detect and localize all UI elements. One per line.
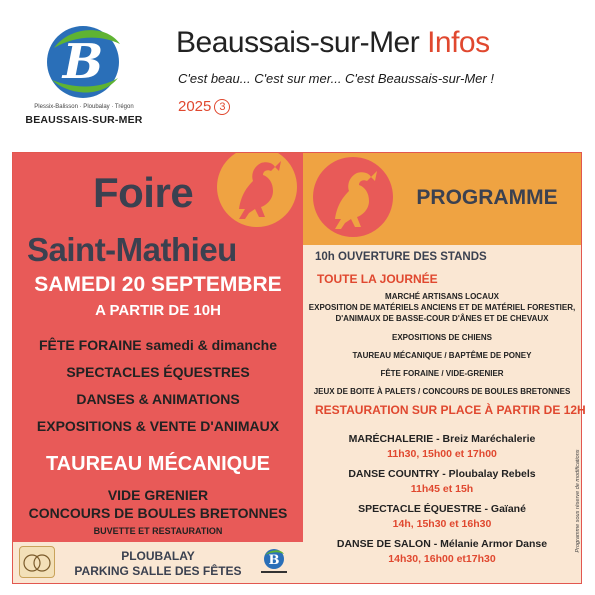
show-name: DANSE DE SALON - Mélanie Armor Danse (336, 538, 548, 550)
activity-item: DANSES & ANIMATIONS (76, 391, 240, 407)
programme-body (303, 245, 586, 583)
tagline: C'est beau... C'est sur mer... C'est Beaussais-sur-Mer ! (178, 71, 494, 86)
rearing-horse-icon (217, 153, 297, 227)
svg-text:B: B (62, 34, 104, 90)
all-day-item: EXPOSITION DE MATÉRIELS ANCIENS ET DE MATÉRIEL FORESTIER, (308, 303, 576, 312)
logo-communes: Plessix-Balisson · Ploubalay · Trégon (34, 104, 134, 110)
programme-header (303, 153, 581, 245)
poster-date: SAMEDI 20 SEPTEMBRE (34, 273, 282, 296)
small-beaussais-logo-icon (259, 546, 289, 576)
issue-year: 2025 (178, 98, 212, 115)
all-day-item: TAUREAU MÉCANIQUE / BAPTÊME DE PONEY (352, 351, 532, 360)
show-times: 11h30, 15h00 et 17h00 (387, 448, 497, 460)
magazine-title (176, 26, 490, 60)
municipal-logo (14, 18, 154, 133)
magazine-title-accent: Infos (427, 26, 490, 59)
poster-footer (13, 542, 303, 582)
beaussais-logo-icon (40, 18, 126, 102)
show-times: 11h45 et 15h (410, 483, 474, 495)
issue-label (178, 98, 230, 115)
poster-start-time: A PARTIR DE 10H (95, 302, 221, 319)
horse-emblem-left (217, 153, 297, 227)
magazine-title-main: Beaussais-sur-Mer (176, 26, 420, 59)
buvette-label: BUVETTE ET RESTAURATION (93, 526, 223, 536)
extra-item: VIDE GRENIER (107, 487, 209, 503)
footer-place: PARKING SALLE DES FÊTES (74, 564, 242, 578)
programme-title: PROGRAMME (416, 186, 558, 209)
activity-item: EXPOSITIONS & VENTE D'ANIMAUX (36, 418, 280, 434)
poster-title-line1: Foire (93, 169, 194, 216)
show-name: SPECTACLE ÉQUESTRE - Gaïané (358, 503, 526, 515)
show-times: 14h, 15h30 et 16h30 (392, 518, 492, 530)
rearing-horse-icon (313, 157, 393, 237)
all-day-item: MARCHÉ ARTISANS LOCAUX (385, 292, 499, 301)
poster-highlight: TAUREAU MÉCANIQUE (45, 453, 271, 475)
show-times: 14h30, 16h00 et17h30 (388, 553, 496, 565)
all-day-item: D'ANIMAUX DE BASSE-COUR D'ÂNES ET DE CHEVAUX (335, 314, 549, 323)
activity-item: SPECTACLES ÉQUESTRES (66, 364, 250, 380)
show-name: MARÉCHALERIE - Breiz Maréchalerie (348, 433, 536, 445)
disclaimer-text: Programme sous réserve de modifications (575, 449, 581, 553)
activity-item: FÊTE FORAINE samedi & dimanche (38, 337, 278, 353)
event-poster (12, 152, 586, 584)
logo-name: BEAUSSAIS-SUR-MER (25, 114, 143, 126)
svg-text:B: B (268, 553, 280, 568)
all-day-item: EXPOSITIONS DE CHIENS (391, 333, 493, 342)
all-day-item: JEUX DE BOITE À PALETS / CONCOURS DE BOULES BRETONNES (313, 387, 571, 396)
issue-number: 3 (214, 99, 230, 115)
poster-title-line2: Saint-Mathieu (27, 231, 237, 268)
show-name: DANSE COUNTRY - Ploubalay Rebels (348, 468, 536, 480)
all-day-title: TOUTE LA JOURNÉE (317, 272, 438, 286)
programme-disclaimer (573, 443, 583, 563)
footer-city: PLOUBALAY (121, 549, 195, 563)
opening-time: 10h OUVERTURE DES STANDS (315, 251, 487, 263)
horse-emblem-right (313, 157, 393, 237)
restoration-title: RESTAURATION SUR PLACE À PARTIR DE 12H (315, 403, 586, 417)
poster-left-panel (13, 153, 303, 542)
all-day-item: FÊTE FORAINE / VIDE-GRENIER (380, 369, 504, 378)
extra-item: CONCOURS DE BOULES BRETONNES (28, 505, 288, 521)
